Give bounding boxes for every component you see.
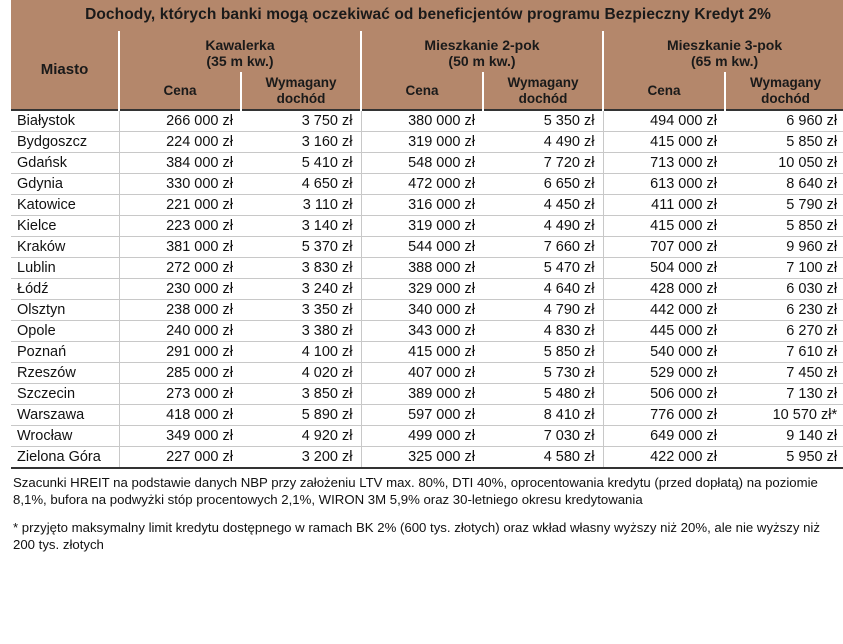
cell-price-kawalerka: 418 000 zł — [119, 405, 241, 426]
cell-income-3pok: 5 850 zł — [725, 216, 843, 237]
title-row — [11, 0, 843, 31]
cell-income-2pok: 7 660 zł — [483, 237, 603, 258]
cell-income-kawalerka: 5 410 zł — [241, 153, 361, 174]
table-row — [11, 110, 843, 132]
column-group-mieszkanie-2pok — [361, 31, 603, 72]
cell-price-kawalerka: 285 000 zł — [119, 363, 241, 384]
asterisk-note: * przyjęto maksymalny limit kredytu dostępnego w ramach BK 2% (600 tys. złotych) oraz wkład własny wyższy niż 20%, ale nie wyższy niż 200 tys. złotych — [13, 520, 820, 552]
cell-income-3pok: 7 100 zł — [725, 258, 843, 279]
cell-price-3pok: 713 000 zł — [603, 153, 725, 174]
cell-price-2pok: 340 000 zł — [361, 300, 483, 321]
cell-income-3pok: 5 950 zł — [725, 447, 843, 469]
income-label-line1: Wymagany — [507, 75, 579, 91]
column-header-income-3 — [725, 72, 843, 110]
group-size: (50 m kw.) — [448, 53, 516, 70]
income-table — [11, 0, 843, 469]
cell-income-2pok: 6 650 zł — [483, 174, 603, 195]
cell-price-kawalerka: 272 000 zł — [119, 258, 241, 279]
cell-income-3pok: 10 570 zł* — [725, 405, 843, 426]
cell-price-3pok: 506 000 zł — [603, 384, 725, 405]
cell-income-kawalerka: 3 200 zł — [241, 447, 361, 469]
cell-city: Zielona Góra — [11, 447, 119, 469]
cell-price-2pok: 597 000 zł — [361, 405, 483, 426]
cell-city: Kraków — [11, 237, 119, 258]
group-name: Kawalerka — [205, 37, 275, 53]
cell-income-2pok: 5 350 zł — [483, 110, 603, 132]
column-header-income-1 — [241, 72, 361, 110]
figure-title: Dochody, których banki mogą oczekiwać od beneficjentów programu Bezpieczny Kredyt 2% — [11, 0, 843, 31]
table-row — [11, 384, 843, 405]
cell-city: Wrocław — [11, 426, 119, 447]
cell-city: Kielce — [11, 216, 119, 237]
cell-city: Opole — [11, 321, 119, 342]
cell-price-2pok: 329 000 zł — [361, 279, 483, 300]
cell-income-2pok: 5 470 zł — [483, 258, 603, 279]
cell-price-3pok: 422 000 zł — [603, 447, 725, 469]
cell-income-kawalerka: 3 750 zł — [241, 110, 361, 132]
cell-income-kawalerka: 3 350 zł — [241, 300, 361, 321]
cell-income-3pok: 9 140 zł — [725, 426, 843, 447]
cell-price-2pok: 343 000 zł — [361, 321, 483, 342]
cell-price-kawalerka: 223 000 zł — [119, 216, 241, 237]
table-row — [11, 363, 843, 384]
cell-price-2pok: 380 000 zł — [361, 110, 483, 132]
cell-income-kawalerka: 3 240 zł — [241, 279, 361, 300]
cell-price-kawalerka: 224 000 zł — [119, 132, 241, 153]
table-row — [11, 300, 843, 321]
header-sub-row — [11, 72, 843, 110]
group-size: (35 m kw.) — [206, 53, 274, 70]
cell-price-kawalerka: 238 000 zł — [119, 300, 241, 321]
cell-city: Poznań — [11, 342, 119, 363]
cell-price-3pok: 415 000 zł — [603, 132, 725, 153]
cell-income-3pok: 5 790 zł — [725, 195, 843, 216]
cell-income-3pok: 10 050 zł — [725, 153, 843, 174]
table-row — [11, 258, 843, 279]
cell-price-3pok: 776 000 zł — [603, 405, 725, 426]
cell-price-2pok: 316 000 zł — [361, 195, 483, 216]
cell-city: Lublin — [11, 258, 119, 279]
cell-income-2pok: 8 410 zł — [483, 405, 603, 426]
cell-price-2pok: 544 000 zł — [361, 237, 483, 258]
cell-city: Olsztyn — [11, 300, 119, 321]
income-label-line1: Wymagany — [265, 75, 337, 91]
column-header-price-2: Cena — [361, 72, 483, 110]
cell-income-3pok: 5 850 zł — [725, 132, 843, 153]
cell-price-2pok: 472 000 zł — [361, 174, 483, 195]
table-row — [11, 153, 843, 174]
table-row — [11, 321, 843, 342]
cell-city: Rzeszów — [11, 363, 119, 384]
cell-city: Bydgoszcz — [11, 132, 119, 153]
group-name: Mieszkanie 2-pok — [424, 37, 540, 53]
cell-income-3pok: 6 270 zł — [725, 321, 843, 342]
cell-price-3pok: 415 000 zł — [603, 216, 725, 237]
cell-price-kawalerka: 291 000 zł — [119, 342, 241, 363]
cell-income-2pok: 4 490 zł — [483, 132, 603, 153]
cell-income-kawalerka: 3 160 zł — [241, 132, 361, 153]
cell-price-2pok: 319 000 zł — [361, 132, 483, 153]
income-label-line2: dochód — [276, 90, 326, 106]
column-header-income-2 — [483, 72, 603, 110]
column-group-kawalerka — [119, 31, 361, 72]
cell-income-3pok: 7 450 zł — [725, 363, 843, 384]
cell-income-3pok: 6 030 zł — [725, 279, 843, 300]
cell-income-kawalerka: 3 380 zł — [241, 321, 361, 342]
cell-income-3pok: 6 960 zł — [725, 110, 843, 132]
column-header-city: Miasto — [11, 31, 119, 110]
cell-price-kawalerka: 230 000 zł — [119, 279, 241, 300]
table-body — [11, 110, 843, 468]
cell-income-3pok: 9 960 zł — [725, 237, 843, 258]
cell-income-kawalerka: 3 850 zł — [241, 384, 361, 405]
cell-price-2pok: 325 000 zł — [361, 447, 483, 469]
income-label-line2: dochód — [518, 90, 568, 106]
cell-price-3pok: 445 000 zł — [603, 321, 725, 342]
table-row — [11, 237, 843, 258]
cell-city: Warszawa — [11, 405, 119, 426]
cell-income-kawalerka: 4 920 zł — [241, 426, 361, 447]
cell-price-3pok: 442 000 zł — [603, 300, 725, 321]
table-row — [11, 405, 843, 426]
cell-city: Białystok — [11, 110, 119, 132]
cell-income-2pok: 4 450 zł — [483, 195, 603, 216]
cell-city: Katowice — [11, 195, 119, 216]
cell-price-3pok: 494 000 zł — [603, 110, 725, 132]
cell-city: Szczecin — [11, 384, 119, 405]
column-group-mieszkanie-3pok — [603, 31, 843, 72]
income-label-line1: Wymagany — [750, 75, 822, 91]
cell-price-3pok: 411 000 zł — [603, 195, 725, 216]
cell-price-kawalerka: 381 000 zł — [119, 237, 241, 258]
table-row — [11, 174, 843, 195]
cell-income-2pok: 5 850 zł — [483, 342, 603, 363]
cell-price-2pok: 388 000 zł — [361, 258, 483, 279]
cell-price-kawalerka: 227 000 zł — [119, 447, 241, 469]
cell-price-3pok: 649 000 zł — [603, 426, 725, 447]
cell-income-kawalerka: 3 110 zł — [241, 195, 361, 216]
cell-income-2pok: 4 640 zł — [483, 279, 603, 300]
cell-income-kawalerka: 3 830 zł — [241, 258, 361, 279]
cell-income-kawalerka: 3 140 zł — [241, 216, 361, 237]
column-header-price-1: Cena — [119, 72, 241, 110]
table-row — [11, 132, 843, 153]
cell-income-2pok: 4 830 zł — [483, 321, 603, 342]
cell-price-kawalerka: 330 000 zł — [119, 174, 241, 195]
cell-income-2pok: 5 480 zł — [483, 384, 603, 405]
cell-price-2pok: 548 000 zł — [361, 153, 483, 174]
cell-income-2pok: 4 490 zł — [483, 216, 603, 237]
cell-price-2pok: 499 000 zł — [361, 426, 483, 447]
cell-price-2pok: 415 000 zł — [361, 342, 483, 363]
cell-price-3pok: 707 000 zł — [603, 237, 725, 258]
table-row — [11, 279, 843, 300]
cell-price-kawalerka: 273 000 zł — [119, 384, 241, 405]
cell-income-2pok: 4 580 zł — [483, 447, 603, 469]
cell-price-2pok: 319 000 zł — [361, 216, 483, 237]
cell-income-3pok: 6 230 zł — [725, 300, 843, 321]
cell-price-2pok: 407 000 zł — [361, 363, 483, 384]
cell-price-3pok: 613 000 zł — [603, 174, 725, 195]
cell-city: Łódź — [11, 279, 119, 300]
cell-price-kawalerka: 349 000 zł — [119, 426, 241, 447]
group-size: (65 m kw.) — [690, 53, 759, 70]
cell-price-3pok: 540 000 zł — [603, 342, 725, 363]
cell-price-3pok: 428 000 zł — [603, 279, 725, 300]
table-row — [11, 195, 843, 216]
cell-price-2pok: 389 000 zł — [361, 384, 483, 405]
cell-income-kawalerka: 5 890 zł — [241, 405, 361, 426]
table-row — [11, 447, 843, 469]
cell-price-kawalerka: 384 000 zł — [119, 153, 241, 174]
group-name: Mieszkanie 3-pok — [666, 37, 783, 53]
cell-income-3pok: 7 130 zł — [725, 384, 843, 405]
cell-income-kawalerka: 4 100 zł — [241, 342, 361, 363]
cell-income-3pok: 8 640 zł — [725, 174, 843, 195]
cell-price-kawalerka: 266 000 zł — [119, 110, 241, 132]
table-head — [11, 0, 843, 110]
cell-income-3pok: 7 610 zł — [725, 342, 843, 363]
cell-price-3pok: 504 000 zł — [603, 258, 725, 279]
cell-price-kawalerka: 221 000 zł — [119, 195, 241, 216]
cell-price-3pok: 529 000 zł — [603, 363, 725, 384]
income-label-line2: dochód — [761, 90, 810, 106]
table-row — [11, 216, 843, 237]
table-row — [11, 426, 843, 447]
header-group-row — [11, 31, 843, 72]
cell-income-2pok: 7 720 zł — [483, 153, 603, 174]
cell-income-kawalerka: 5 370 zł — [241, 237, 361, 258]
footnotes — [13, 475, 830, 554]
cell-income-2pok: 5 730 zł — [483, 363, 603, 384]
column-header-price-3: Cena — [603, 72, 725, 110]
table-row — [11, 342, 843, 363]
cell-income-2pok: 7 030 zł — [483, 426, 603, 447]
cell-income-kawalerka: 4 650 zł — [241, 174, 361, 195]
methodology-note: Szacunki HREIT na podstawie danych NBP przy założeniu LTV max. 80%, DTI 40%, oprocentowania kredytu (przed dopłatą) na poziomie 8,1%, bufora na podwyżki stóp procentowych 2,1%, WIRON 3M 5,9% oraz 30-letniego okresu kredytowania — [13, 475, 818, 508]
cell-price-kawalerka: 240 000 zł — [119, 321, 241, 342]
cell-city: Gdańsk — [11, 153, 119, 174]
cell-income-2pok: 4 790 zł — [483, 300, 603, 321]
cell-city: Gdynia — [11, 174, 119, 195]
cell-income-kawalerka: 4 020 zł — [241, 363, 361, 384]
